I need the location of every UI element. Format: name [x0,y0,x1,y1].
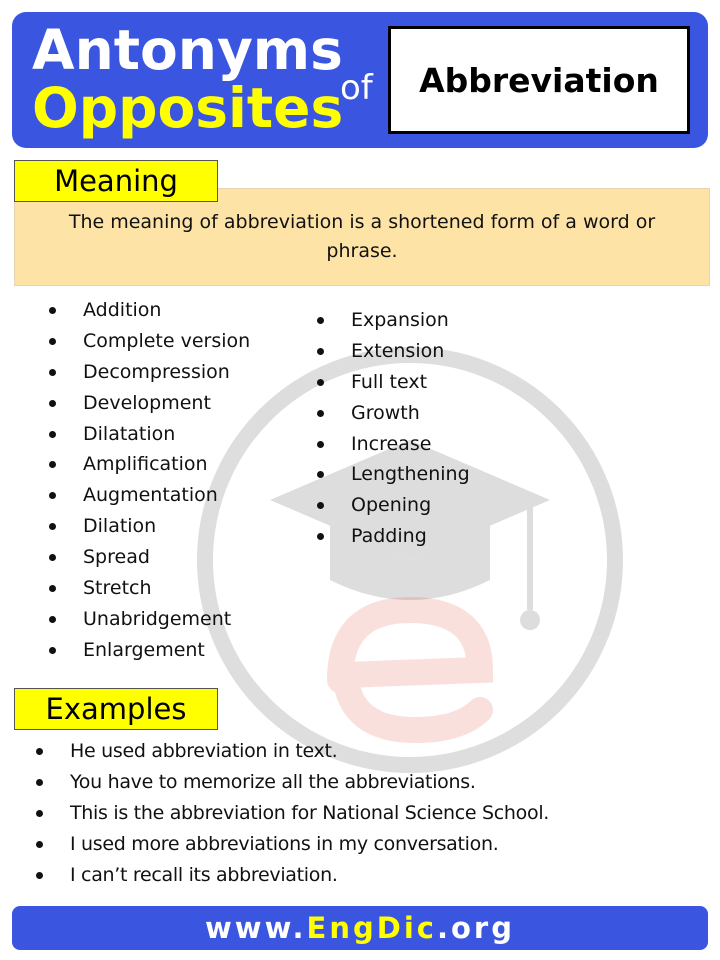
example-item: This is the abbreviation for National Science School. [32,798,549,829]
list-item: Augmentation [45,480,250,511]
list-item: Decompression [45,357,250,388]
meaning-label: Meaning [14,160,218,202]
antonyms-list-column-2 [313,305,470,552]
list-item: Enlargement [45,635,250,666]
title-antonyms: Antonyms [32,18,343,82]
list-item: Addition [45,295,250,326]
list-item: Growth [313,398,470,429]
title-of: of [340,68,373,108]
antonyms-list-column-1 [45,295,250,666]
title-opposites: Opposites [32,76,344,140]
headword-box: Abbreviation [388,26,690,134]
list-item: Stretch [45,573,250,604]
list-item: Development [45,388,250,419]
list-item: Increase [313,429,470,460]
list-item: Opening [313,490,470,521]
list-item: Spread [45,542,250,573]
footer-prefix: www. [205,911,307,945]
example-item: You have to memorize all the abbreviations. [32,767,549,798]
footer-suffix: .org [436,911,515,945]
list-item: Padding [313,521,470,552]
list-item: Dilation [45,511,250,542]
list-item: Lengthening [313,459,470,490]
example-item: I used more abbreviations in my conversation. [32,829,549,860]
examples-label: Examples [14,688,218,730]
example-item: He used abbreviation in text. [32,736,549,767]
examples-list [32,736,549,891]
list-item: Amplification [45,449,250,480]
meaning-text: The meaning of abbreviation is a shortened form of a word or phrase. [68,211,656,262]
footer-banner [12,906,708,950]
list-item: Complete version [45,326,250,357]
header-banner [12,12,708,148]
list-item: Dilatation [45,419,250,450]
example-item: I can’t recall its abbreviation. [32,860,549,891]
footer-brand: EngDic [306,911,437,945]
list-item: Unabridgement [45,604,250,635]
list-item: Full text [313,367,470,398]
list-item: Expansion [313,305,470,336]
list-item: Extension [313,336,470,367]
